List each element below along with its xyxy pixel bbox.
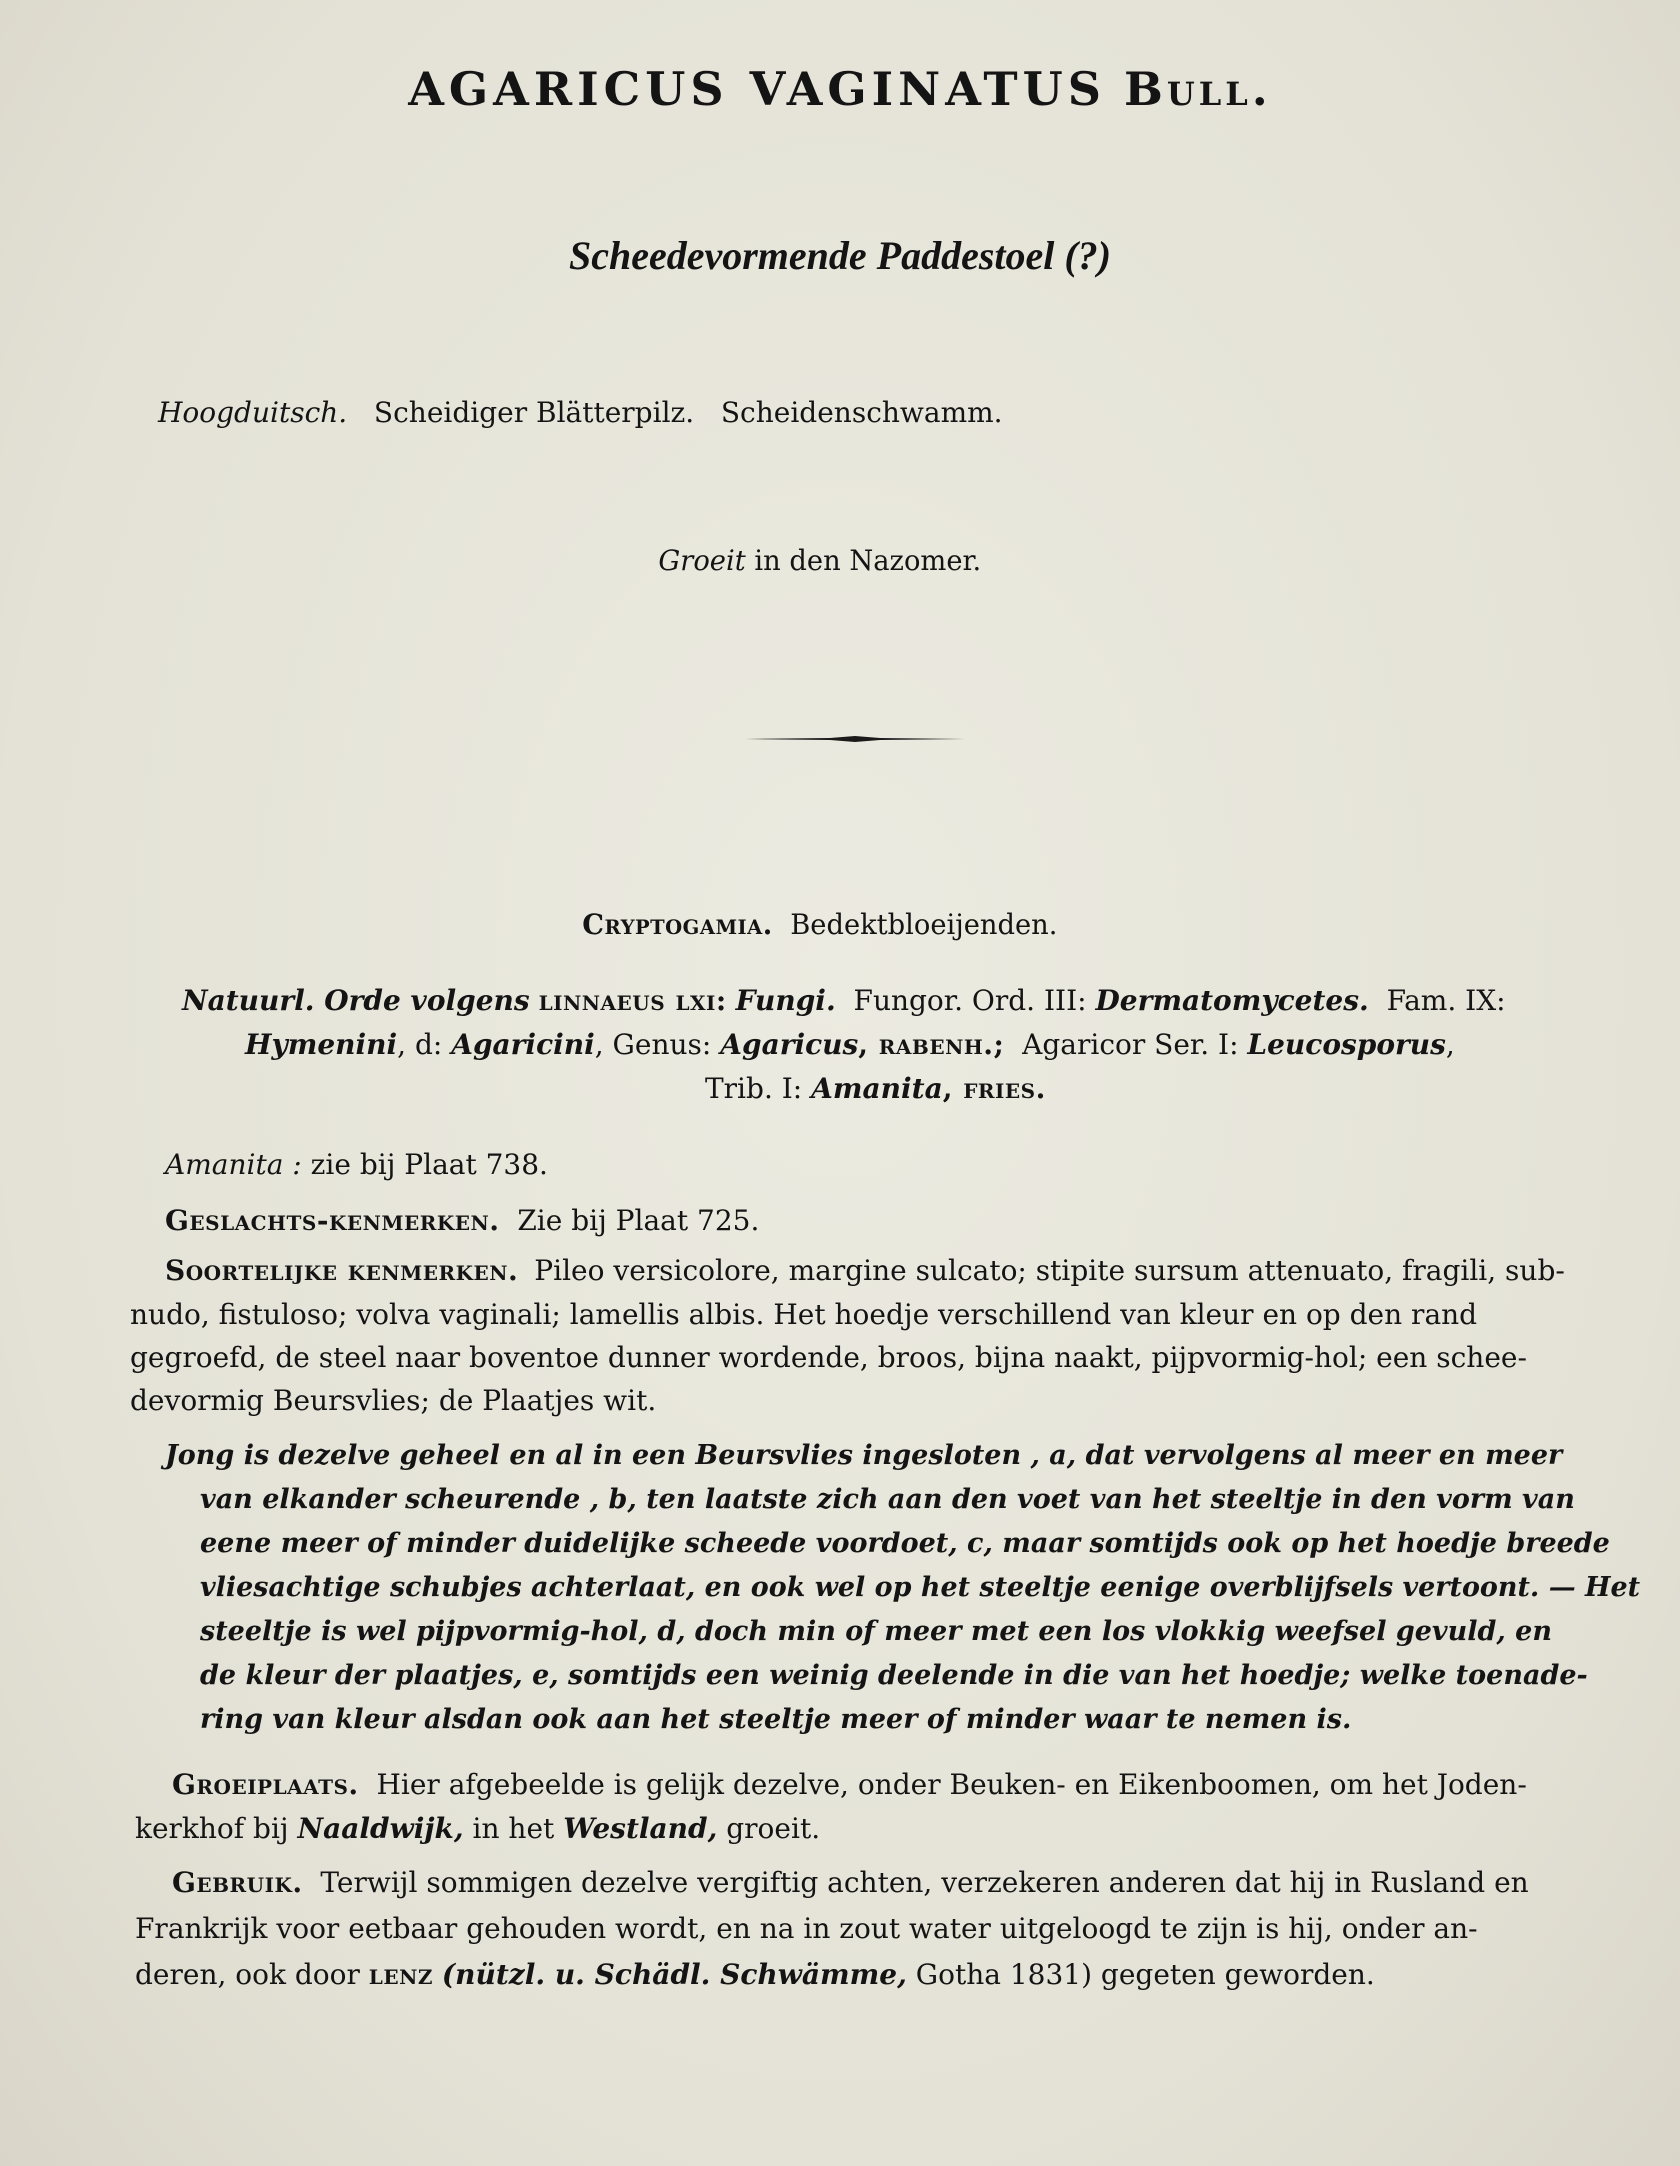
- amanita-text: zie bij Plaat 738.: [310, 1148, 548, 1181]
- species-marks-line-2: nudo, fistuloso; volva vaginali; lamellis albis. Het hoedje verschillend van kleur en op den rand: [130, 1298, 1478, 1331]
- usage-line-1: [172, 1866, 1529, 1899]
- usage-line-3: [135, 1958, 1375, 1991]
- habitat-line-1: [172, 1768, 1527, 1801]
- habitat-line-2: [135, 1812, 820, 1845]
- family-ref: Fam. IX:: [1386, 984, 1506, 1017]
- description-line-2: van elkander scheurende , b, ten laatste zich aan den voet van het steeltje in den vorm van: [200, 1484, 1575, 1515]
- species-marks-line-4: devormig Beursvlies; de Plaatjes wit.: [130, 1384, 657, 1417]
- species-marks-line-1: [165, 1254, 1610, 1287]
- class-label: Cryptogamia.: [582, 908, 773, 941]
- amanita-label: Amanita :: [165, 1148, 302, 1181]
- growth-label: Groeit: [658, 544, 746, 577]
- synonyms-line: [158, 396, 1003, 429]
- agaricini-term: Agaricini: [451, 1028, 595, 1061]
- linnaeus-ref: linnaeus lxi:: [538, 984, 727, 1017]
- genus-characteristics: [165, 1204, 759, 1237]
- usage-text-1: Terwijl sommigen dezelve vergiftig achten, verzekeren anderen dat hij in Rusland en: [320, 1866, 1529, 1899]
- genus-marks-text: Zie bij Plaat 725.: [517, 1204, 760, 1237]
- classification-line-1: [182, 984, 1506, 1017]
- classification-line-3: [705, 1072, 1046, 1105]
- growth-season: [0, 544, 1640, 577]
- classification-line-2: [245, 1028, 1455, 1061]
- amanita-term: Amanita: [811, 1072, 943, 1105]
- usage-label: Gebruik.: [172, 1866, 303, 1899]
- author-abbrev: Bull.: [1123, 62, 1272, 116]
- class-text: Bedektbloeijenden.: [790, 908, 1058, 941]
- species-name: AGARICUS VAGINATUS: [408, 62, 1106, 116]
- dutch-name: Scheedevormende Paddestoel (?): [568, 233, 1112, 278]
- order-label: Natuurl. Orde volgens: [182, 984, 530, 1017]
- agaricus-term: Agaricus: [720, 1028, 859, 1061]
- genus-marks-label: Geslachts-kenmerken.: [165, 1204, 500, 1237]
- usage-line-2: Frankrijk voor eetbaar gehouden wordt, en na in zout water uitgeloogd te zijn is hij, onder an-: [135, 1912, 1478, 1945]
- usage-text-3d: Gotha 1831) gegeten geworden.: [915, 1958, 1375, 1991]
- habitat-text-a: kerkhof bij: [135, 1812, 289, 1845]
- leucosporus-term: Leucosporus: [1247, 1028, 1446, 1061]
- sep-d: , d:: [397, 1028, 443, 1061]
- habitat-label: Groeiplaats.: [172, 1768, 359, 1801]
- rabenh-ref: , rabenh.;: [858, 1028, 1005, 1061]
- lenz-ref: lenz: [368, 1958, 433, 1991]
- synonym-1: Scheidiger Blätterpilz.: [373, 396, 695, 429]
- hymenini-term: Hymenini: [245, 1028, 398, 1061]
- class-line: [0, 908, 1640, 941]
- place-westland: Westland,: [563, 1812, 718, 1845]
- habitat-text-e: groeit.: [726, 1812, 821, 1845]
- growth-text: in den Nazomer.: [754, 544, 982, 577]
- description-line-5: steeltje is wel pijpvormig-hol, d, doch min of meer met een los vlokkig weefsel gevuld, en: [200, 1616, 1552, 1647]
- tribe-label: Trib. I:: [705, 1072, 803, 1105]
- habitat-text: Hier afgebeelde is gelijk dezelve, onder Beuken- en Eikenboomen, om het Joden-: [376, 1768, 1527, 1801]
- place-naaldwijk: Naaldwijk,: [297, 1812, 464, 1845]
- species-marks-line-3: gegroefd, de steel naar boventoe dunner wordende, broos, bijna naakt, pijpvormig-hol; een schee-: [130, 1341, 1527, 1374]
- fungi-term: Fungi.: [735, 984, 836, 1017]
- synonym-2: Scheidenschwamm.: [720, 396, 1003, 429]
- genus-label: , Genus:: [594, 1028, 712, 1061]
- habitat-text-c: in het: [472, 1812, 555, 1845]
- usage-text-3a: deren, ook door: [135, 1958, 360, 1991]
- comma: ,: [1445, 1028, 1455, 1061]
- species-marks-text: Pileo versicolore, margine sulcato; stipite sursum attenuato, fragili, sub-: [534, 1254, 1565, 1287]
- page-title: [0, 62, 1680, 116]
- description-line-1: Jong is dezelve geheel en al in een Beursvlies ingesloten , a, dat vervolgens al meer en meer: [165, 1440, 1563, 1471]
- amanita-reference: [165, 1148, 548, 1181]
- description-line-6: de kleur der plaatjes, e, somtijds een weinig deelende in die van het hoedje; welke toenade-: [200, 1660, 1588, 1691]
- book-title: (nützl. u. Schädl. Schwämme,: [441, 1958, 907, 1991]
- description-line-3: eene meer of minder duidelijke scheede voordoet, c, maar somtijds ook op het hoedje breede: [200, 1528, 1610, 1559]
- ornament-divider: [745, 736, 965, 741]
- fries-ref: , fries.: [942, 1072, 1046, 1105]
- species-marks-label: Soortelijke kenmerken.: [165, 1254, 519, 1287]
- order-ref: Fungor. Ord. III:: [853, 984, 1087, 1017]
- description-line-4: vliesachtige schubjes achterlaat, en ook wel op het steeltje eenige overblijfsels vertoont. — Het: [200, 1572, 1641, 1603]
- description-line-7: ring van kleur alsdan ook aan het steeltje meer of minder waar te nemen is.: [200, 1704, 1352, 1735]
- series-label: Agaricor Ser. I:: [1022, 1028, 1239, 1061]
- dermatomycetes-term: Dermatomycetes.: [1095, 984, 1369, 1017]
- language-label: Hoogduitsch.: [158, 396, 348, 429]
